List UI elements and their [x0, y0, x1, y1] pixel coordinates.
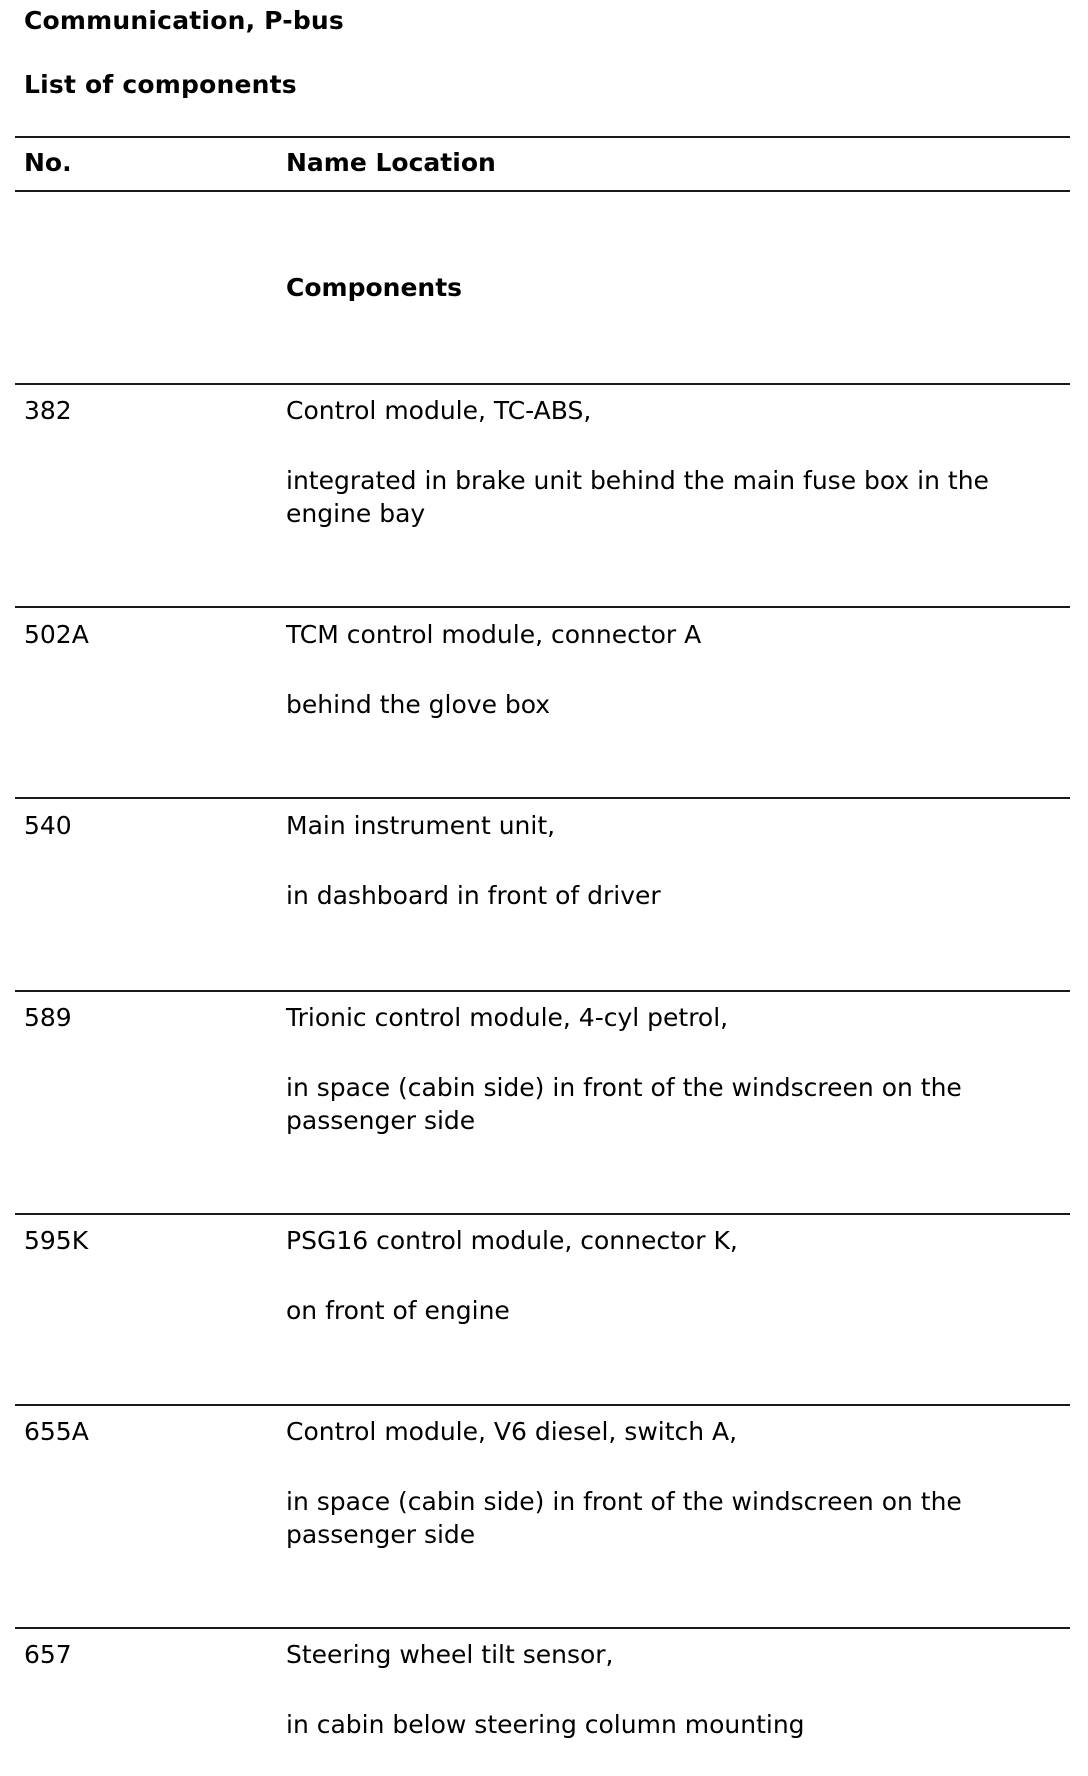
header-name-location: Name Location [286, 148, 496, 177]
row-number: 655A [24, 1417, 89, 1446]
table-header [0, 148, 1088, 184]
row-component-name: PSG16 control module, connector K, [286, 1226, 738, 1255]
row-number: 540 [24, 811, 72, 840]
row-location: in cabin below steering column mounting [286, 1710, 805, 1739]
row-number: 595K [24, 1226, 89, 1255]
row-location: integrated in brake unit behind the main fuse box in the engine bay [286, 466, 989, 528]
row-location: in dashboard in front of driver [286, 881, 661, 910]
row-divider [15, 797, 1070, 799]
table-top-rule [15, 136, 1070, 138]
row-location: behind the glove box [286, 690, 551, 719]
section-label-components: Components [286, 273, 463, 302]
row-divider [15, 1404, 1070, 1406]
document-subtitle: List of components [24, 70, 297, 99]
row-component-name: Control module, TC-ABS, [286, 396, 592, 425]
row-divider [15, 1213, 1070, 1215]
row-component-name: Trionic control module, 4-cyl petrol, [286, 1003, 729, 1032]
table-header-rule [15, 190, 1070, 192]
row-number: 657 [24, 1640, 72, 1669]
row-location: on front of engine [286, 1296, 510, 1325]
row-component-name: Control module, V6 diesel, switch A, [286, 1417, 738, 1446]
header-no: No. [24, 148, 72, 177]
document-title: Communication, P-bus [24, 6, 345, 35]
row-divider [15, 383, 1070, 385]
row-divider [15, 1627, 1070, 1629]
row-component-name: Steering wheel tilt sensor, [286, 1640, 614, 1669]
row-number: 589 [24, 1003, 72, 1032]
row-number: 502A [24, 620, 89, 649]
row-number: 382 [24, 396, 72, 425]
row-location: in space (cabin side) in front of the windscreen on the passenger side [286, 1487, 962, 1549]
row-component-name: TCM control module, connector A [286, 620, 702, 649]
row-component-name: Main instrument unit, [286, 811, 556, 840]
row-divider [15, 990, 1070, 992]
row-divider [15, 606, 1070, 608]
row-location: in space (cabin side) in front of the windscreen on the passenger side [286, 1073, 962, 1135]
